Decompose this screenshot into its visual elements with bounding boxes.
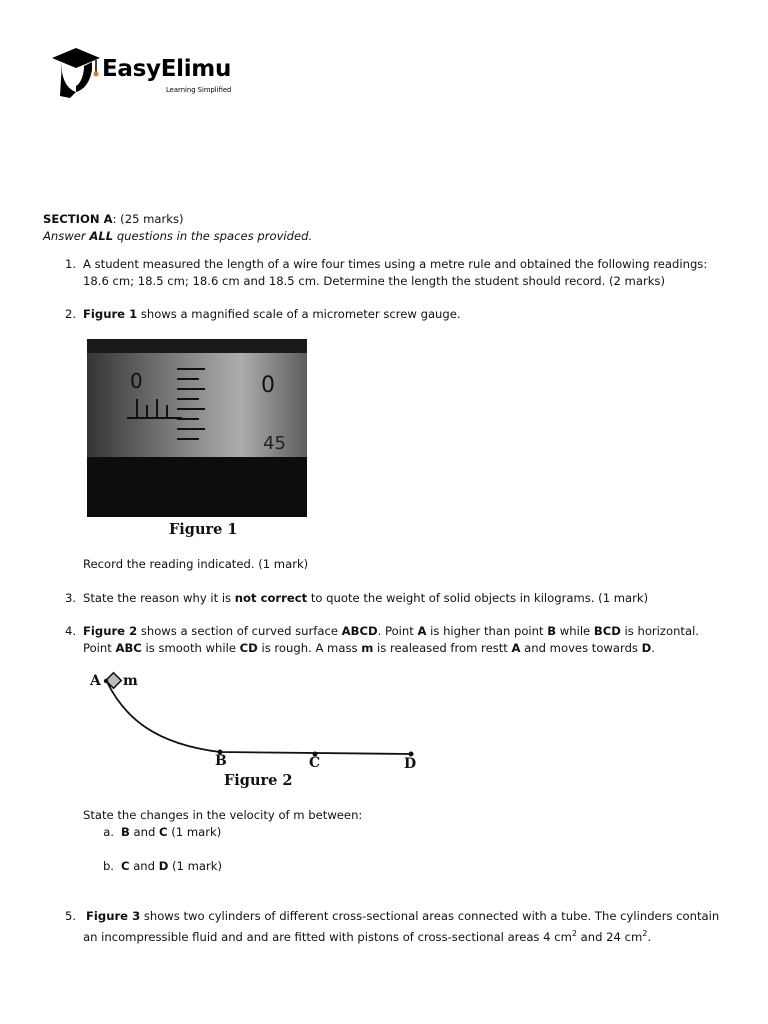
q4-bcd: BCD: [593, 624, 621, 638]
q4a-point1: B: [121, 825, 130, 839]
section-title: SECTION A: [43, 212, 113, 226]
fig2-label-b: B: [215, 753, 227, 769]
q4b-point2: D: [158, 859, 169, 873]
q4b-marks: (1 mark): [168, 859, 223, 873]
q4-point-a: A: [511, 641, 521, 655]
instruction-all: ALL: [89, 229, 114, 243]
instruction-text-end: questions in the spaces provided.: [113, 229, 313, 243]
q5-text: an incompressible fluid and and are fitted with pistons of cross-sectional areas 4 cm: [83, 929, 572, 944]
curved-surface: [107, 682, 411, 754]
instruction-text: Answer: [43, 229, 90, 243]
section-marks: : (25 marks): [112, 212, 184, 226]
q2-followup: Record the reading indicated. (1 mark): [83, 557, 309, 571]
q4-figure-ref: Figure 2: [83, 624, 138, 638]
q4a-and: and: [129, 825, 160, 839]
q2-number: 2.: [64, 307, 76, 321]
fig2-label-d: D: [404, 756, 417, 772]
q4-text: is realeased from restt: [373, 641, 512, 655]
q4b-and: and: [129, 859, 159, 873]
q4a-text: [121, 824, 221, 841]
q3-pre: State the reason why it is: [83, 591, 235, 605]
fig2-label-a: A: [90, 673, 101, 689]
q4b-letter: b.: [102, 859, 114, 873]
q4-point-a: A: [417, 624, 427, 638]
sleeve-zero: 0: [130, 369, 143, 393]
q4-number: 4.: [64, 624, 76, 638]
q5-figure-ref: Figure 3: [86, 909, 141, 923]
section-instruction: [43, 228, 312, 245]
q5-line2: [83, 925, 651, 946]
q3-bold: not correct: [234, 591, 308, 605]
section-header: [43, 211, 184, 228]
q2-text: [83, 306, 461, 323]
q5-text: .: [647, 929, 652, 944]
figure2-caption: Figure 2: [224, 772, 293, 789]
graduate-head-icon: [50, 44, 102, 100]
q5-number: 5.: [64, 909, 76, 923]
q4a-letter: a.: [103, 825, 114, 839]
q4-text: is horizontal.: [620, 624, 699, 638]
q4-point-d: D: [641, 641, 652, 655]
q4-mass: m: [361, 641, 374, 655]
thimble-zero: 0: [261, 373, 275, 398]
q4-abcd: ABCD: [341, 624, 378, 638]
thimble-45: 45: [263, 433, 286, 454]
logo-tagline: Learning Simplified: [166, 86, 232, 94]
q4a-marks: (1 mark): [167, 825, 222, 839]
fig2-label-c: C: [309, 755, 321, 771]
q4-text: is rough. A mass: [257, 641, 362, 655]
q3-text: [83, 590, 648, 607]
q4-text: is higher than point: [426, 624, 548, 638]
easyelimu-logo: [50, 44, 250, 100]
figure1-caption: Figure 1: [169, 521, 238, 538]
point-a-dot: [104, 679, 108, 683]
q2-text-body: shows a magnified scale of a micrometer screw gauge.: [137, 307, 461, 321]
q1-number: 1.: [64, 257, 76, 271]
q5-superscript: 2: [642, 929, 648, 938]
q5-superscript: 2: [571, 929, 577, 938]
q5-line1: [86, 908, 719, 925]
q1-line1: A student measured the length of a wire four times using a metre rule and obtained the following readings:: [83, 257, 708, 271]
q4-text: . Point: [377, 624, 418, 638]
q5-text: and 24 cm: [576, 929, 643, 944]
q4-prompt: State the changes in the velocity of m between:: [83, 808, 363, 822]
fig2-label-m: m: [123, 673, 138, 689]
q4-text: Point: [83, 641, 116, 655]
q4-point-b: B: [547, 624, 557, 638]
q4-cd: CD: [239, 641, 258, 655]
q4-text: .: [651, 641, 655, 655]
q4-abc: ABC: [115, 641, 142, 655]
q4-text: is smooth while: [141, 641, 240, 655]
q3-post: to quote the weight of solid objects in kilograms. (1 mark): [307, 591, 649, 605]
q4b-text: [121, 858, 222, 875]
logo-name: EasyElimu: [102, 56, 232, 82]
q4-line2: [83, 640, 655, 657]
q4-text: shows a section of curved surface: [137, 624, 342, 638]
q4-text: and moves towards: [520, 641, 642, 655]
q3-number: 3.: [64, 591, 76, 605]
q1-line2: 18.6 cm; 18.5 cm; 18.6 cm and 18.5 cm. Determine the length the student should record. (2 marks): [83, 274, 665, 288]
q4-text: while: [556, 624, 594, 638]
q4b-point1: C: [121, 859, 130, 873]
q4a-point2: C: [159, 825, 168, 839]
q4-line1: [83, 623, 699, 640]
micrometer-photo: [87, 339, 307, 517]
q5-text: shows two cylinders of different cross-sectional areas connected with a tube. The cylinders contain: [140, 909, 720, 923]
q2-figure-ref: Figure 1: [83, 307, 138, 321]
